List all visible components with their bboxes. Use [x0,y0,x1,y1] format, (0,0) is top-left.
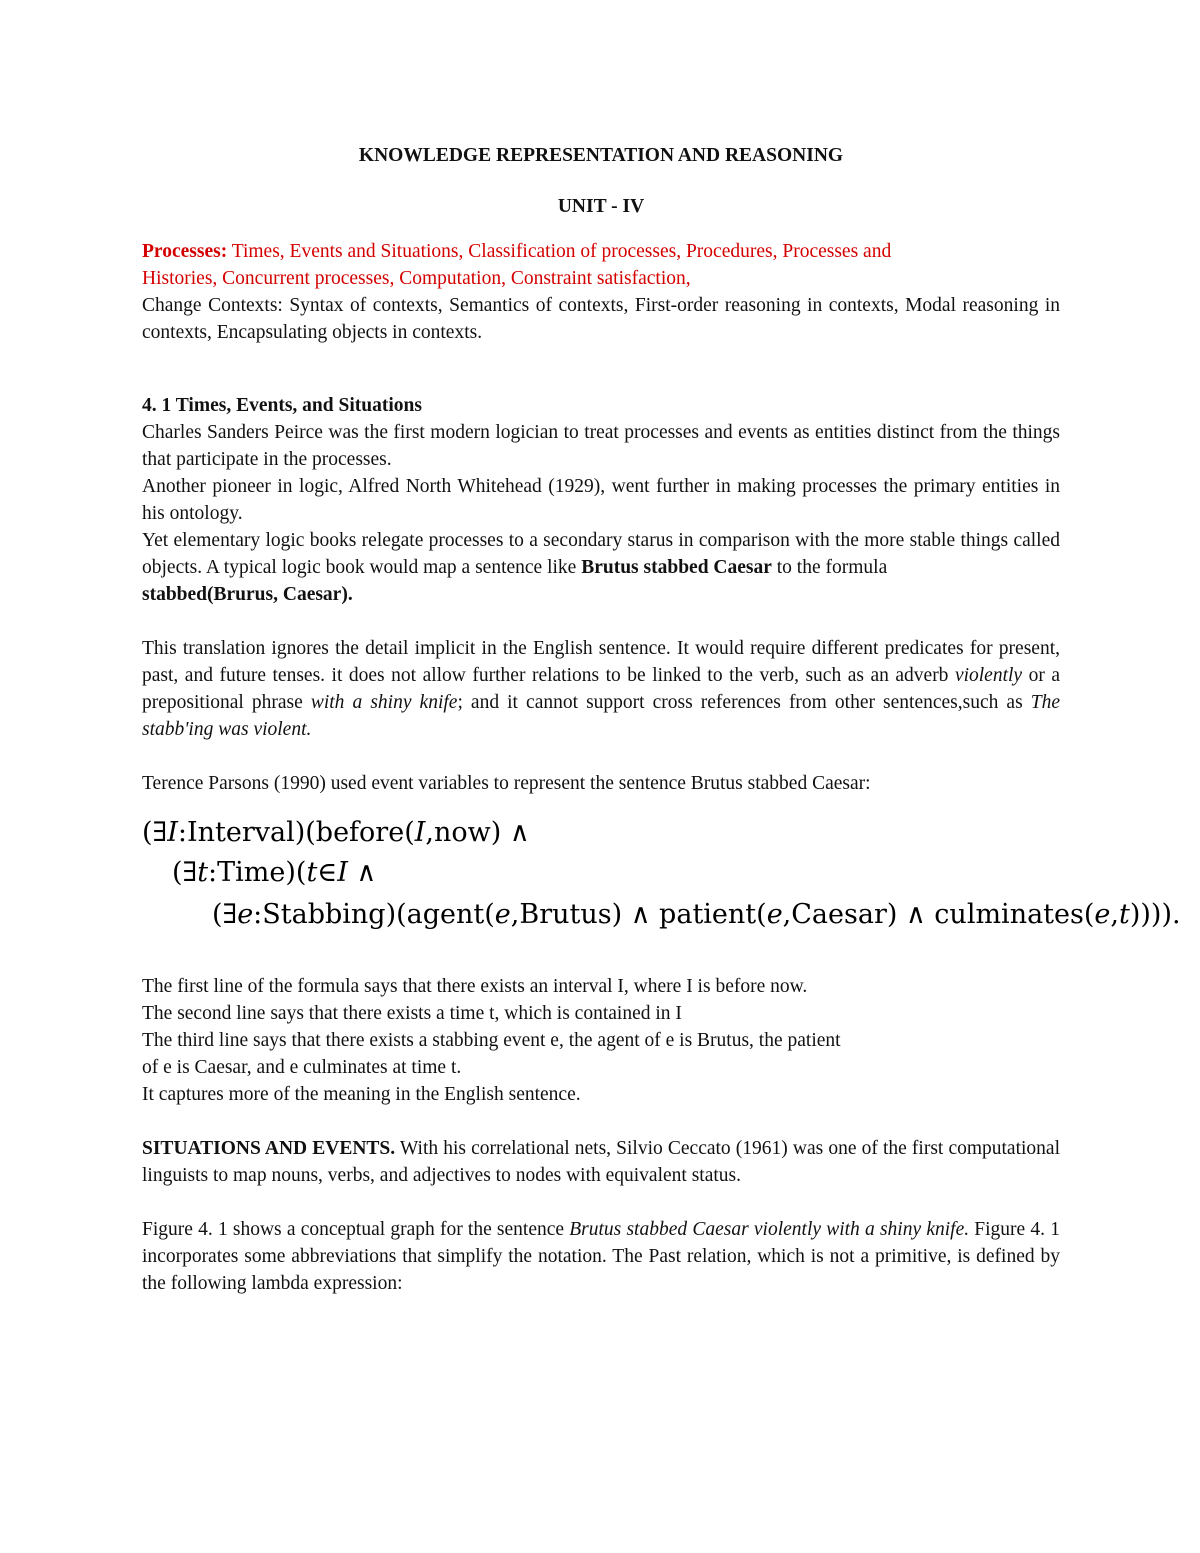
processes-label: Processes: [142,241,228,262]
formula-var: e [494,899,511,930]
document-page [142,132,1181,1297]
formula-line-3 [212,901,1181,928]
formula-text: )))). [1129,899,1181,930]
formula-text: :Stabbing)(agent( [253,899,495,930]
formula-line-2 [172,859,376,886]
formula-var: t [306,857,318,888]
formula-var: I [337,857,348,888]
formula-text: (∃ [142,817,168,848]
section-heading: 4. 1 Times, Events, and Situations [142,395,422,416]
paragraph-parsons: Terence Parsons (1990) used event variables to represent the sentence Brutus stabbed Caesar: [142,773,871,794]
explanation-line: The third line says that there exists a stabbing event e, the agent of e is Brutus, the patient [142,1030,841,1051]
paragraph-figure [142,1216,1060,1297]
formula-text: ∈ [317,857,338,888]
example-sentence: Brutus stabbed Caesar [581,557,772,578]
situations-label: SITUATIONS AND EVENTS. [142,1138,396,1159]
formula-var: I [414,817,426,848]
formula-text: ,Caesar) ∧ culminates( [782,899,1095,930]
explanation-line: The second line says that there exists a time t, which is contained in I [142,1003,682,1024]
formula-text: (∃ [212,899,238,930]
text-run: Figure 4. 1 shows a conceptual graph for the sentence [142,1219,570,1240]
italic-term: violently [954,665,1023,686]
italic-term: The stabb'ing was violent. [142,692,1060,740]
formula-var: t [197,857,209,888]
formula-var: I [167,817,178,848]
explanation-line: The first line of the formula says that there exists an interval I, where I is before now. [142,976,808,997]
text-run: ; and it cannot support cross references from other sentences,such as [457,692,1031,713]
unit-heading: UNIT - IV [557,196,645,217]
formula-text: :Interval)(before( [177,817,415,848]
text-run: Figure 4. 1 incorporates some abbreviations that simplify the notation. The Past relation, which is not a primitive, is defined by the following lambda expression: [142,1219,1060,1294]
document-title: KNOWLEDGE REPRESENTATION AND REASONING [358,145,844,166]
italic-term: with a shiny knife [310,692,458,713]
formula-text: ∧ [347,857,377,888]
formula-explanation [142,973,1060,1108]
processes-list-line1: Times, Events and Situations, Classification of processes, Procedures, Processes and [227,241,892,262]
text-run: Yet elementary logic books relegate processes to a secondary starus in comparison with the more stable things called objects. A typical logic book would map a sentence like [142,530,1060,578]
formula-line-1 [142,819,530,846]
formula-var: e [766,899,783,930]
formula-var: t [1118,899,1130,930]
explanation-line: of e is Caesar, and e culminates at time t. [142,1057,462,1078]
italic-term: Brutus stabbed Caesar violently with a shiny knife. [569,1219,970,1240]
text-run: With his correlational nets, Silvio Ceccato (1961) was one of the first computational linguists to map nouns, verbs, and adjectives to nodes with equivalent status. [142,1138,1060,1186]
formula-text: (∃ [172,857,198,888]
paragraph-situations [142,1135,1060,1189]
formula-text: ,Brutus) ∧ patient( [510,899,767,930]
formula-var: e [1094,899,1111,930]
paragraph-whitehead: Another pioneer in logic, Alfred North Whitehead (1929), went further in making processes the primary entities in his ontology. [142,476,1060,524]
processes-list-line2: Histories, Concurrent processes, Computation, Constraint satisfaction, [142,268,691,289]
text-run: or a prepositional phrase [142,665,1060,713]
topics-block [142,238,1060,346]
text-run: This translation ignores the detail implicit in the English sentence. It would require different predicates for present, past, and future tenses. it does not allow further relations to be linked to the verb, such as an adverb [142,638,1060,686]
paragraph-peirce: Charles Sanders Peirce was the first modern logician to treat processes and events as entities distinct from the things that participate in the processes. [142,422,1060,470]
explanation-line: It captures more of the meaning in the English sentence. [142,1084,581,1105]
simple-formula: stabbed(Brurus, Caesar). [142,584,353,605]
paragraph-translation [142,635,1060,743]
formula-text: :Time)( [208,857,307,888]
processes-topics [142,238,1060,292]
formula-var: e [237,899,254,930]
text-run: to the formula [771,557,888,578]
formula-text: , [1110,899,1119,930]
contexts-topics: Change Contexts: Syntax of contexts, Semantics of contexts, First-order reasoning in contexts, Modal reasoning in contexts, Encapsulating objects in contexts. [142,295,1060,343]
event-formula [142,817,1181,947]
formula-text: ,now) ∧ [425,817,530,848]
paragraph-logic-books [142,527,1060,581]
